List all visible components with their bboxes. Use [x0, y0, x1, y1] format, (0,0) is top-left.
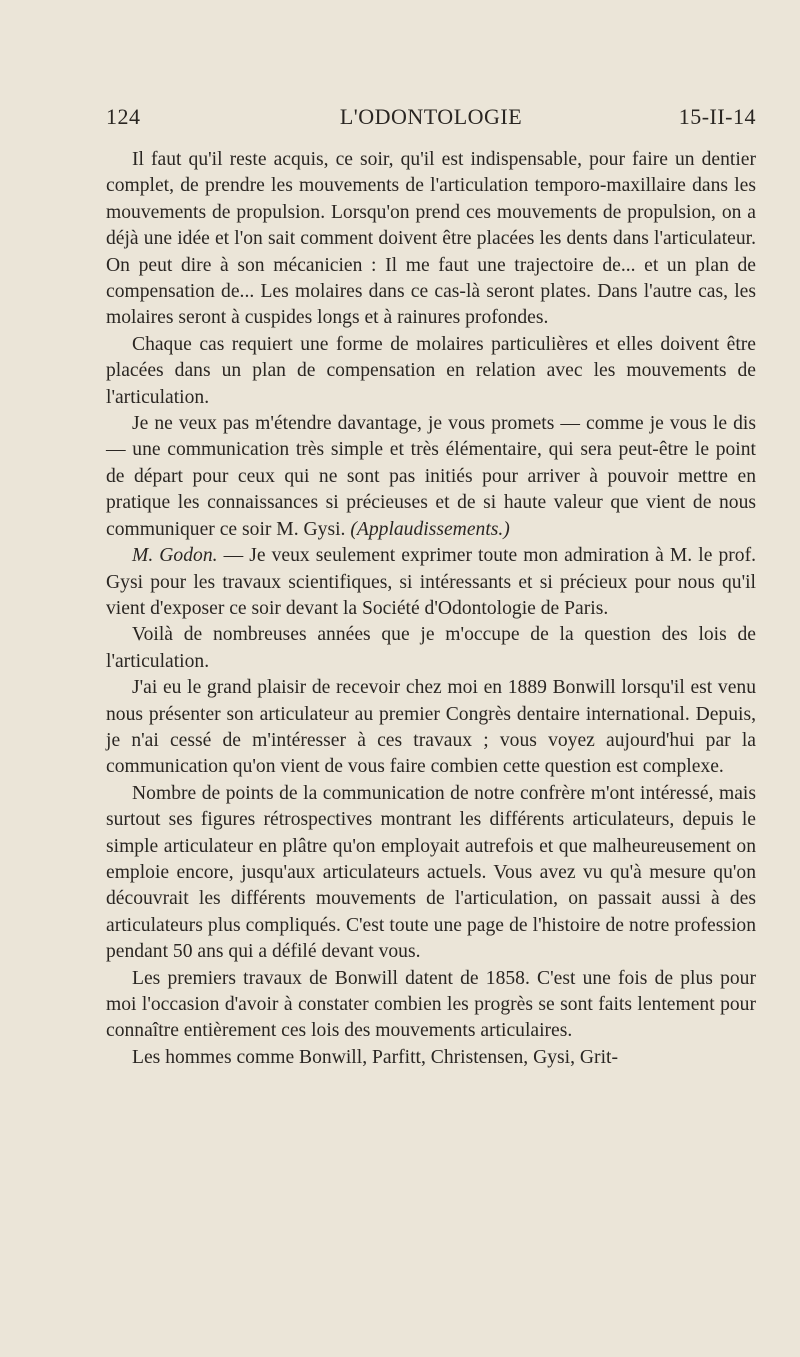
- paragraph: Les premiers travaux de Bonwill datent de 1858. C'est une fois de plus pour moi l'occasion d'avoir à constater combien les progrès se sont faits lentement pour connaître entièrement ces lois des mouvements articulaires.: [106, 967, 756, 1042]
- paragraph: Chaque cas requiert une forme de molaires particulières et elles doivent être placées dans un plan de compensation en relation avec les mouvements de l'articulation.: [106, 333, 756, 408]
- speaker-name: M. Godon.: [132, 545, 218, 567]
- paragraph: J'ai eu le grand plaisir de recevoir chez moi en 1889 Bonwill lorsqu'il est venu nous présenter son articulateur au premier Congrès dentaire international. Depuis, je n'ai cessé de m'intéresser à ces travaux ; vous voyez aujourd'hui par la communication qu'on vient de vous faire combien cette question est complexe.: [106, 677, 756, 778]
- running-header: [106, 104, 756, 134]
- paragraph: [106, 411, 756, 543]
- issue-date: 15-II-14: [678, 104, 756, 129]
- page-number: 124: [106, 104, 141, 129]
- paragraph-text: — Je veux seulement exprimer toute mon admiration à M. le prof. Gysi pour les travaux scientifiques, si intéressants et si précieux pour nous qu'il vient d'exposer ce soir devant la Société d'Odontologie de Paris.: [106, 545, 756, 619]
- applause-note: (Applaudissements.): [350, 518, 510, 540]
- paragraph: Voilà de nombreuses années que je m'occupe de la question des lois de l'articulation.: [106, 624, 756, 672]
- paragraph: [106, 543, 756, 622]
- paragraph: Il faut qu'il reste acquis, ce soir, qu'il est indispensable, pour faire un dentier complet, de prendre les mouvements de l'articulation temporo-maxillaire dans les mouvements de propulsion. Lorsqu'on prend ces mouvements de propulsion, on a déjà une idée et l'on sait comment doivent être placées les dents dans l'articulateur. On peut dire à son mécanicien : Il me faut une trajectoire de... et un plan de compensation de... Les molaires dans ce cas-là seront plates. Dans l'autre cas, les molaires seront à cuspides longs et à rainures profondes.: [106, 149, 756, 329]
- journal-title: L'ODONTOLOGIE: [339, 104, 523, 129]
- body-text: [106, 147, 756, 1071]
- paragraph: Les hommes comme Bonwill, Parfitt, Christensen, Gysi, Grit-: [132, 1046, 618, 1068]
- paragraph: Nombre de points de la communication de notre confrère m'ont intéressé, mais surtout ses figures rétrospectives montrant les différents articulateurs, depuis le simple articulateur en plâtre qu'on employait autrefois et que malheureusement on emploie encore, jusqu'aux articulateurs actuels. Vous avez vu qu'à mesure qu'on découvrait les différents mouvements de l'articulation, on passait aussi à des articulateurs plus compliqués. C'est toute une page de l'histoire de notre profession pendant 50 ans qui a défilé devant vous.: [106, 782, 756, 963]
- paragraph-text: Je ne veux pas m'étendre davantage, je vous promets — comme je vous le dis — une communication très simple et très élémentaire, qui sera peut-être le point de départ pour ceux qui ne sont pas initiés pour arriver à pouvoir mettre en pratique les connaissances si précieuses et de si haute valeur que vient de nous communiquer ce soir M. Gysi.: [106, 413, 756, 540]
